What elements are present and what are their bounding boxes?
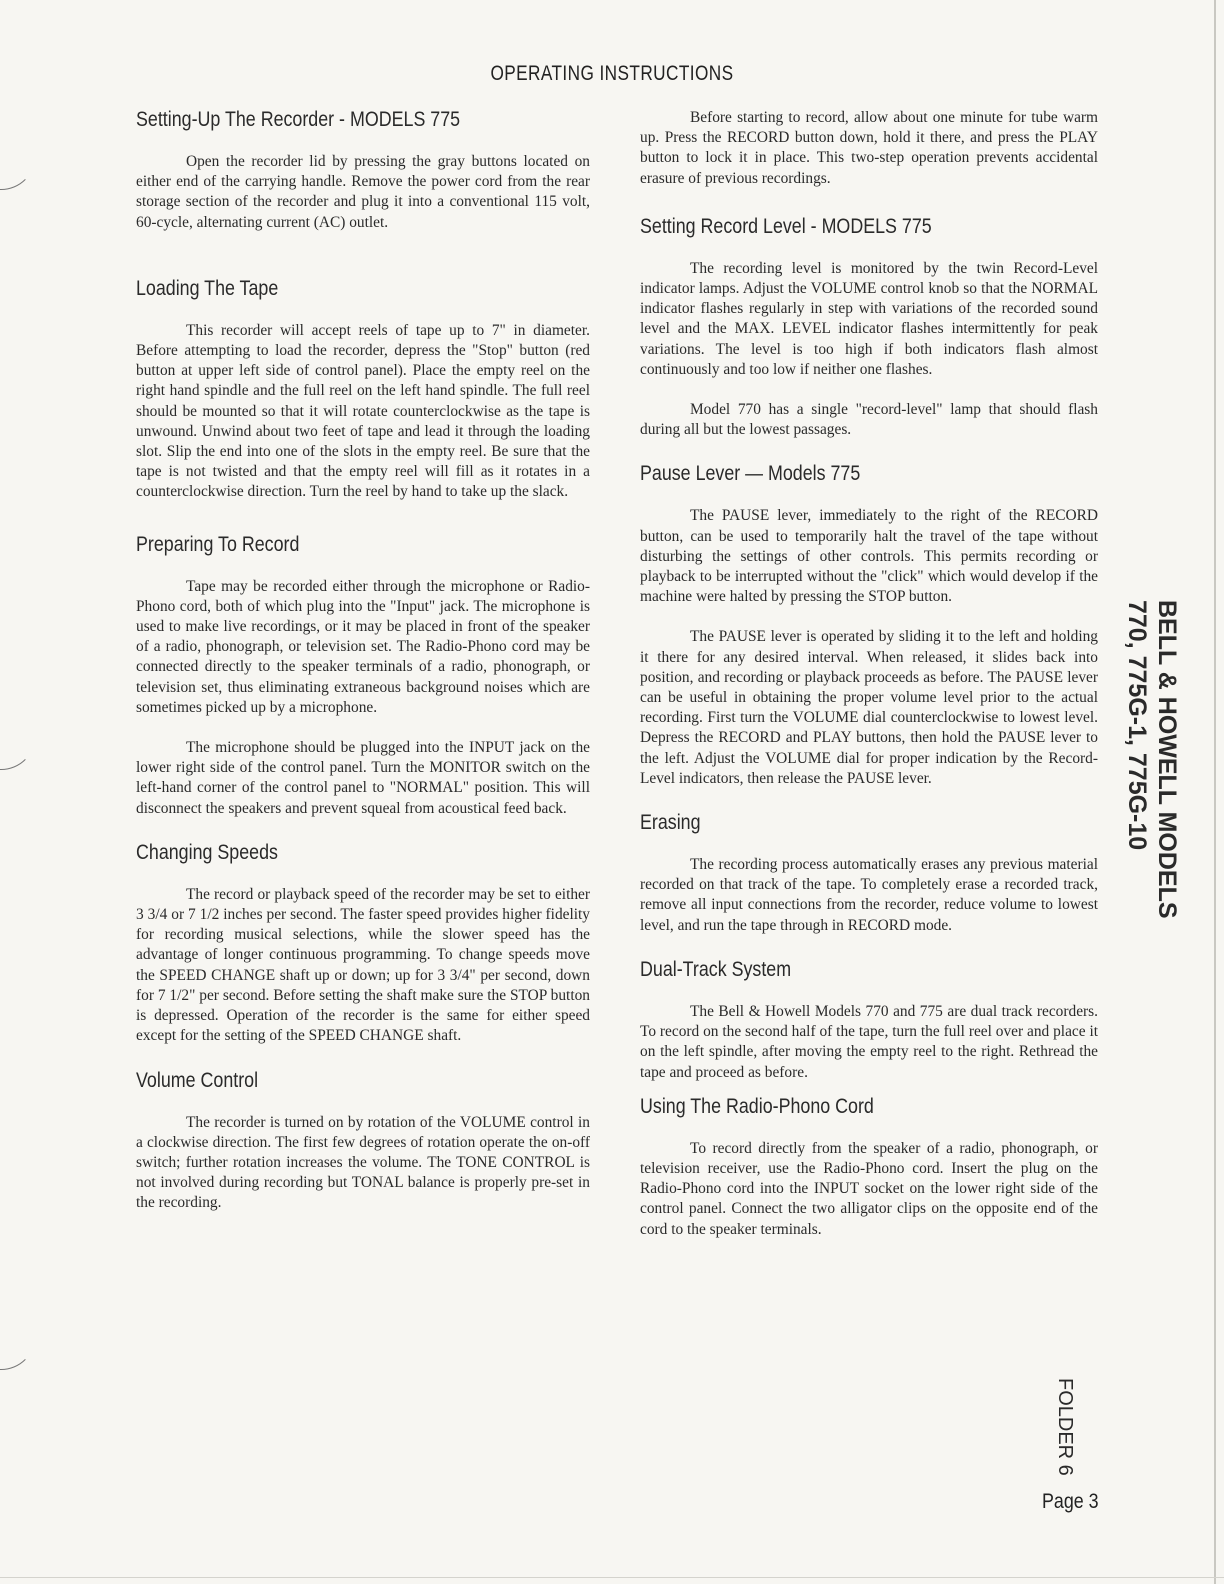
page-edge-bottom xyxy=(0,1577,1224,1578)
paragraph: Model 770 has a single "record-level" lamp that should flash during all but the lowest passages. xyxy=(640,401,1098,439)
section-preparing-record xyxy=(136,533,590,819)
section-changing-speeds xyxy=(136,841,590,1047)
page-edge xyxy=(1214,0,1216,1584)
paragraph: The microphone should be plugged into the INPUT jack on the lower right side of the control panel. Turn the MONITOR switch on the left-hand corner of the control panel to "NORMAL" position. This will disconnect the speakers and prevent squeal from acoustical feed back. xyxy=(136,739,590,817)
paragraph: The Bell & Howell Models 770 and 775 are dual track recorders. To record on the second half of the tape, turn the full reel over and place it on the left spindle, after moving the empty reel to the right. Rethread the tape and proceed as before. xyxy=(640,1002,1098,1081)
heading-changing-speeds: Changing Speeds xyxy=(136,840,278,864)
heading-erasing: Erasing xyxy=(640,811,701,835)
right-column xyxy=(640,108,1098,1240)
paragraph: Open the recorder lid by pressing the gray buttons located on either end of the carrying handle. Remove the power cord from the rear storage section of the recorder and plug it into a conventional 115 volt, 60-cycle, alternating current (AC) outlet. xyxy=(136,153,590,231)
page-title: OPERATING INSTRUCTIONS xyxy=(490,62,734,85)
section-pause-lever xyxy=(640,462,1098,789)
section-dual-track xyxy=(640,958,1098,1083)
section-intro xyxy=(640,108,1098,189)
punch-hole-bottom xyxy=(0,1300,36,1370)
paragraph: The recorder is turned on by rotation of the VOLUME control in a clockwise direction. The first few degrees of rotation operate the on-off switch; further rotation increases the volume. The TONE CONTROL is not involved during recording but TONAL balance is properly pre-set in the recording. xyxy=(136,1113,590,1212)
heading-pause-lever: Pause Lever — Models 775 xyxy=(640,462,861,486)
paragraph: The recording level is monitored by the twin Record-Level indicator lamps. Adjust the VOLUME control knob so that the NORMAL indicator flashes regularly in step with variations of the recorded sound level and the MAX. LEVEL indicator flashes intermittently for peak variations. The level is too high if both indicators flash almost continuously and too low if neither one flashes. xyxy=(640,259,1098,378)
paragraph: To record directly from the speaker of a radio, phonograph, or television receiver, use the Radio-Phono cord. Insert the plug on the Radio-Phono cord into the INPUT socket on the lower right side of the control panel. Connect the two alligator clips on the opposite end of the cord to the speaker terminals. xyxy=(640,1139,1098,1238)
paragraph: Tape may be recorded either through the microphone or Radio-Phono cord, both of which plug into the "Input" jack. The microphone is used to make live recordings, or it may be placed in front of the speaker of a radio, phonograph, or television set. The Radio-Phono cord may be connected directly to the speaker terminals of a radio, phonograph, or television set, thus eliminating extraneous background noises which are sometimes picked up by a microphone. xyxy=(136,577,590,716)
heading-preparing-record: Preparing To Record xyxy=(136,532,300,556)
heading-radio-phono: Using The Radio-Phono Cord xyxy=(640,1094,874,1118)
folder-label: FOLDER 6 xyxy=(1054,1378,1077,1476)
spine-line-numbers: 770, 775G-1, 775G-10 xyxy=(1123,600,1151,851)
paragraph: The record or playback speed of the recorder may be set to either 3 3/4 or 7 1/2 inches per second. The faster speed provides higher fidelity for recording musical selections, while the slower speed has the advantage of longer continuous programming. To change speeds move the SPEED CHANGE shaft up or down; up for 3 3/4" per second, down for 7 1/2" per second. Before setting the shaft make sure the STOP button is depressed. Operation of the recorder is the same for either speed except for the setting of the SPEED CHANGE shaft. xyxy=(136,885,590,1045)
section-record-level xyxy=(640,215,1098,441)
heading-loading-tape: Loading The Tape xyxy=(136,276,279,300)
heading-dual-track: Dual-Track System xyxy=(640,957,792,981)
section-erasing xyxy=(640,811,1098,936)
paragraph: This recorder will accept reels of tape up to 7" in diameter. Before attempting to load the recorder, depress the "Stop" button (red button at upper left side of control panel). Place the empty reel on the right hand spindle and the full reel on the left hand spindle. The full reel should be mounted so that it will rotate counterclockwise as the tape is unwound. Unwind about two feet of tape and lead it through the loading slot. Slip the end into one of the slots in the empty reel. Be sure that the tape is not twisted and that the empty reel will fill as it rotates in a counterclockwise direction. Turn the reel by hand to take up the slack. xyxy=(136,321,590,501)
paragraph: The recording process automatically erases any previous material recorded on that track of the tape. To completely erase a recorded track, remove all input connections from the recorder, reduce volume to lowest level, and run the tape through in RECORD mode. xyxy=(640,856,1098,934)
punch-hole-middle xyxy=(0,700,36,770)
spine-line-models: BELL & HOWELL MODELS xyxy=(1153,600,1181,919)
paragraph: The PAUSE lever is operated by sliding it to the left and holding it there for any desired interval. When released, it slides back into position, and recording or playback proceeds as before. The PAUSE lever can be useful in obtaining the proper volume level prior to the actual recording. First turn the VOLUME dial counterclockwise to lowest level. Depress the RECORD and PLAY buttons, then hold the PAUSE lever to the left. Adjust the VOLUME dial for proper indication by the Record-Level indicators, then release the PAUSE lever. xyxy=(640,628,1098,787)
punch-hole-top xyxy=(0,120,36,190)
section-setting-up xyxy=(136,108,590,233)
section-radio-phono xyxy=(640,1095,1098,1240)
paragraph: The PAUSE lever, immediately to the right of the RECORD button, can be used to temporarily halt the travel of the tape without disturbing the settings of other controls. This permits recording or playback to be interrupted without the "click" which would develop if the machine were halted by pressing the STOP button. xyxy=(640,507,1098,606)
heading-volume-control: Volume Control xyxy=(136,1068,259,1092)
heading-setting-up: Setting-Up The Recorder - MODELS 775 xyxy=(136,108,461,131)
section-volume-control xyxy=(136,1069,590,1214)
left-column xyxy=(136,108,590,1214)
heading-record-level: Setting Record Level - MODELS 775 xyxy=(640,214,932,238)
section-loading-tape xyxy=(136,277,590,503)
page-number: Page 3 xyxy=(1042,1490,1100,1513)
spine-label xyxy=(1116,600,1186,920)
paragraph: Before starting to record, allow about one minute for tube warm up. Press the RECORD button down, hold it there, and press the PLAY button to lock it in place. This two-step operation prevents accidental erasure of previous recordings. xyxy=(640,109,1098,187)
